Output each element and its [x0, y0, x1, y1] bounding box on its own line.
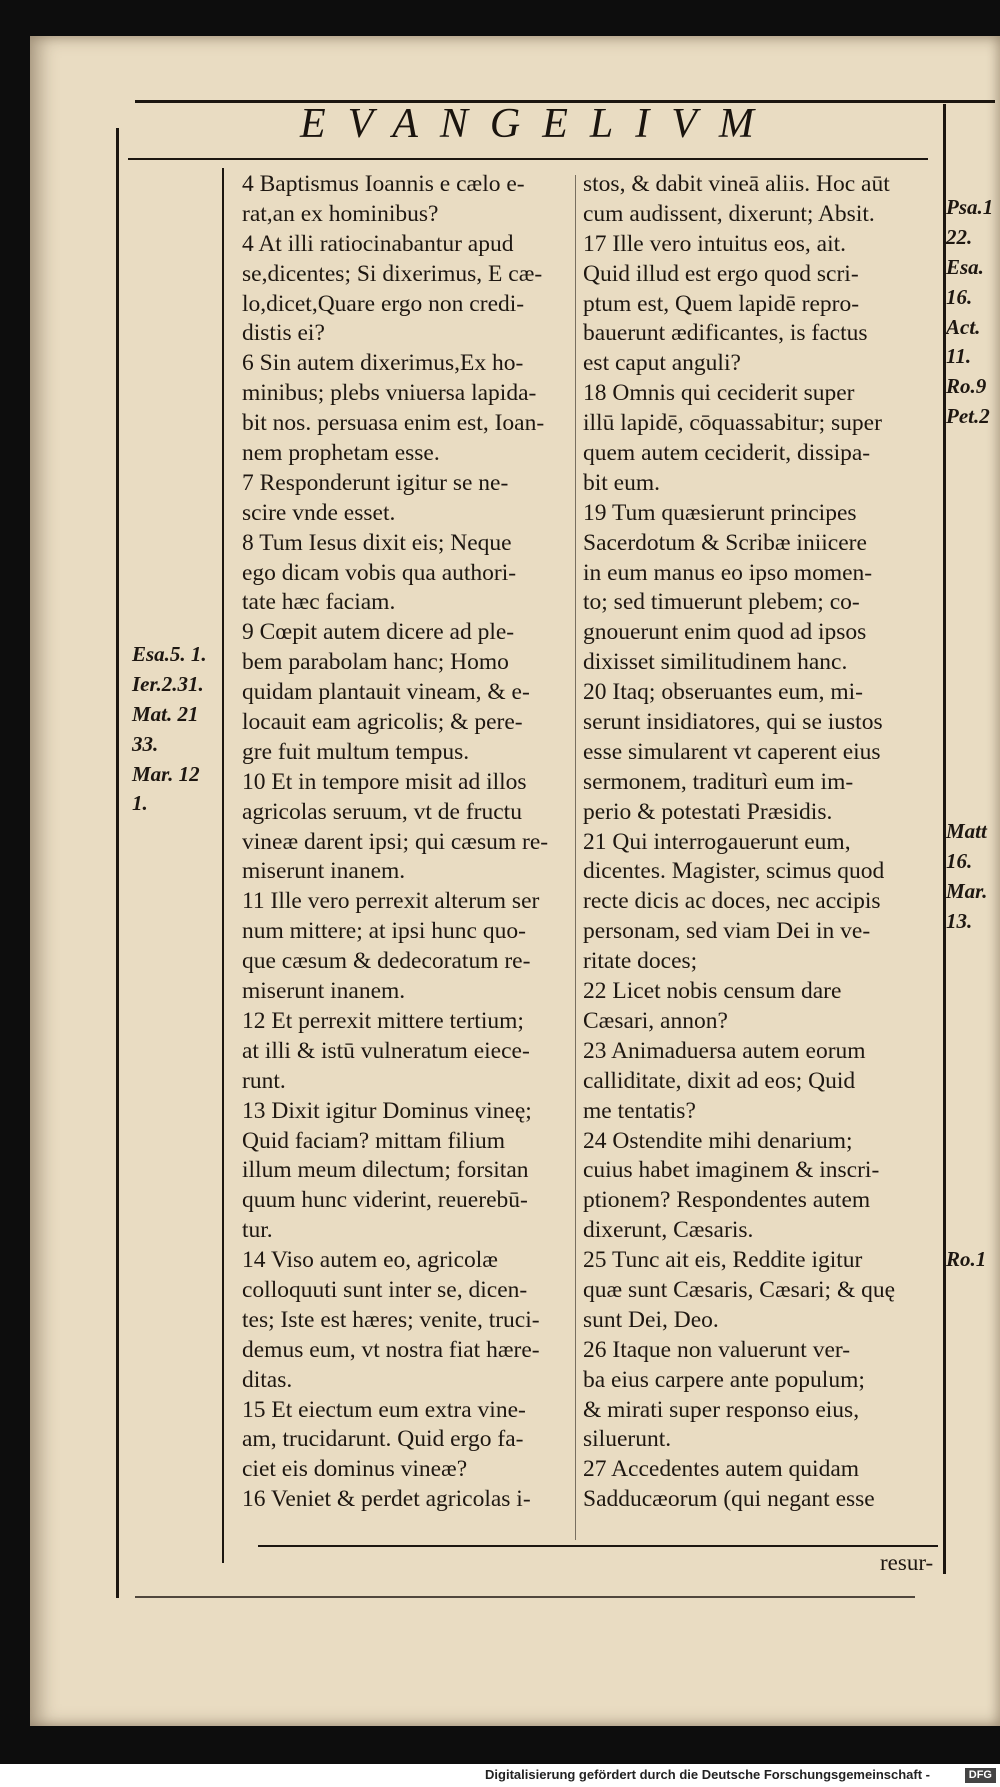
- left-border-rule: [116, 128, 119, 1598]
- text-line: ciet eis dominus vineæ?: [242, 1456, 468, 1483]
- text-line: bit eum.: [583, 469, 661, 496]
- text-line: cuius habet imaginem & inscri-: [583, 1157, 880, 1184]
- right-margin-references-3: [946, 1245, 1000, 1275]
- text-line: dixerunt, Cæsaris.: [583, 1217, 754, 1244]
- margin-reference: Mat. 21: [132, 701, 199, 726]
- text-line: dicentes. Magister, scimus quod: [583, 858, 885, 885]
- text-line: 23 Animaduersa autem eorum: [583, 1037, 866, 1064]
- text-line: 12 Et perrexit mittere tertium;: [242, 1007, 524, 1034]
- margin-reference: 1.: [132, 791, 148, 816]
- left-text-column: [242, 170, 577, 1515]
- text-line: num mittere; at ipsi hunc quo-: [242, 918, 526, 945]
- margin-reference: Mar. 12: [132, 761, 200, 786]
- text-line: tur.: [242, 1217, 273, 1244]
- dfg-logo: DFG: [965, 1768, 996, 1783]
- text-line: dixisset similitudinem hanc.: [583, 649, 848, 676]
- margin-reference: 33.: [132, 731, 159, 756]
- text-line: colloquuti sunt inter se, dicen-: [242, 1276, 528, 1303]
- text-line: 27 Accedentes autem quidam: [583, 1456, 860, 1483]
- margin-reference: Pet.2: [946, 404, 990, 429]
- running-header: EVANGELIVM: [300, 101, 776, 147]
- text-line: 6 Sin autem dixerimus,Ex ho-: [242, 350, 524, 377]
- text-line: 13 Dixit igitur Dominus vineę;: [242, 1097, 532, 1124]
- text-line: ba eius carpere ante populum;: [583, 1366, 865, 1393]
- text-line: bit nos. persuasa enim est, Ioan-: [242, 410, 545, 437]
- margin-reference: Ier.2.31.: [132, 671, 204, 696]
- text-line: serunt insidiatores, qui se iustos: [583, 709, 883, 736]
- text-line: distis ei?: [242, 320, 325, 347]
- text-line: scire vnde esset.: [242, 499, 396, 526]
- margin-reference: 11.: [946, 344, 972, 369]
- text-line: quem autem ceciderit, dissipa-: [583, 440, 871, 467]
- footer-credit: Digitalisierung gefördert durch die Deutsche Forschungsgemeinschaft -: [485, 1767, 930, 1782]
- footer-rule: [258, 1545, 938, 1547]
- text-line: quum hunc viderint, reuerebū-: [242, 1187, 528, 1214]
- text-line: 9 Cœpit autem dicere ad ple-: [242, 619, 515, 646]
- text-line: personam, sed viam Dei in ve-: [583, 918, 871, 945]
- text-line: to; sed timuerunt plebem; co-: [583, 589, 860, 616]
- text-line: in eum manus eo ipso momen-: [583, 559, 873, 586]
- text-line: vineæ darent ipsi; qui cæsum re-: [242, 828, 549, 855]
- text-line: est caput anguli?: [583, 350, 741, 377]
- text-line: esse simularent vt caperent eius: [583, 738, 881, 765]
- text-line: 8 Tum Iesus dixit eis; Neque: [242, 529, 512, 556]
- catchword: resur-: [880, 1550, 934, 1575]
- text-line: 22 Licet nobis censum dare: [583, 978, 842, 1005]
- text-line: Sadducæorum (qui negant esse: [583, 1486, 875, 1513]
- text-line: rat,an ex hominibus?: [242, 200, 439, 227]
- text-line: runt.: [242, 1067, 286, 1094]
- text-line: cum audissent, dixerunt; Absit.: [583, 200, 875, 227]
- text-line: 4 Baptismus Ioannis e cælo e-: [242, 171, 525, 197]
- text-line: ptionem? Respondentes autem: [583, 1187, 871, 1214]
- text-line: sunt Dei, Deo.: [583, 1306, 719, 1333]
- margin-reference: Act.: [946, 314, 981, 339]
- text-line: 18 Omnis qui ceciderit super: [583, 380, 855, 407]
- header-bottom-rule: [128, 158, 928, 160]
- text-line: 19 Tum quæsierunt principes: [583, 499, 857, 526]
- right-text-column: [583, 170, 935, 1515]
- text-line: ptum est, Quem lapidē repro-: [583, 290, 860, 317]
- text-line: stos, & dabit vineā aliis. Hoc aūt: [583, 171, 890, 197]
- text-line: minibus; plebs vniuersa lapida-: [242, 380, 537, 407]
- text-line: 4 At illi ratiocinabantur apud: [242, 230, 514, 257]
- text-line: demus eum, vt nostra fiat hære-: [242, 1336, 540, 1363]
- text-line: 17 Ille vero intuitus eos, ait.: [583, 230, 847, 257]
- text-line: illum meum dilectum; forsitan: [242, 1157, 529, 1184]
- margin-reference: Mar.: [946, 878, 988, 903]
- text-line: at illi & istū vulneratum eiece-: [242, 1037, 530, 1064]
- margin-reference: Esa.5. 1.: [132, 642, 207, 666]
- text-line: gre fuit multum tempus.: [242, 738, 470, 765]
- margin-reference: 13.: [946, 908, 973, 933]
- text-line: 20 Itaq; obseruantes eum, mi-: [583, 679, 863, 706]
- text-line: quæ sunt Cæsaris, Cæsari; & quę: [583, 1276, 896, 1303]
- text-line: tes; Iste est hæres; venite, truci-: [242, 1306, 540, 1333]
- text-line: quidam plantauit vineam, & e-: [242, 679, 530, 706]
- text-line: illū lapidē, cōquassabitur; super: [583, 410, 882, 437]
- text-line: recte dicis ac doces, nec accipis: [583, 888, 881, 915]
- text-line: que cæsum & dedecoratum re-: [242, 948, 531, 975]
- text-line: ritate doces;: [583, 948, 698, 975]
- text-line: me tentatis?: [583, 1097, 696, 1124]
- text-line: 24 Ostendite mihi denarium;: [583, 1127, 853, 1154]
- text-line: Quid faciam? mittam filium: [242, 1127, 505, 1154]
- right-margin-references: [946, 193, 1000, 432]
- text-line: perio & potestati Præsidis.: [583, 798, 833, 825]
- text-line: 14 Viso autem eo, agricolæ: [242, 1247, 498, 1274]
- text-line: miserunt inanem.: [242, 858, 406, 885]
- text-line: miserunt inanem.: [242, 978, 406, 1005]
- text-line: gnouerunt enim quod ad ipsos: [583, 619, 867, 646]
- text-line: 15 Et eiectum eum extra vine-: [242, 1396, 526, 1423]
- text-line: Quid illud est ergo quod scri-: [583, 260, 859, 287]
- text-line: & mirati super responso eius,: [583, 1396, 860, 1423]
- text-line: lo,dicet,Quare ergo non credi-: [242, 290, 525, 317]
- text-line: 16 Veniet & perdet agricolas i-: [242, 1486, 531, 1513]
- margin-reference: Ro.9: [946, 374, 987, 399]
- text-line: agricolas seruum, vt de fructu: [242, 798, 522, 825]
- text-line: ego dicam vobis qua authori-: [242, 559, 517, 586]
- text-line: 25 Tunc ait eis, Reddite igitur: [583, 1247, 863, 1274]
- text-line: siluerunt.: [583, 1426, 672, 1453]
- text-line: 7 Responderunt igitur se ne-: [242, 469, 509, 496]
- text-line: 11 Ille vero perrexit alterum ser: [242, 888, 540, 915]
- right-margin-references-2: [946, 817, 1000, 937]
- margin-reference: 16.: [946, 284, 973, 309]
- margin-reference: Psa.1: [946, 195, 994, 219]
- text-line: bem parabolam hanc; Homo: [242, 649, 509, 676]
- text-line: am, trucidarunt. Quid ergo fa-: [242, 1426, 524, 1453]
- margin-reference: 16.: [946, 848, 973, 873]
- text-line: Sacerdotum & Scribæ iniicere: [583, 529, 867, 556]
- text-line: Cæsari, annon?: [583, 1007, 728, 1034]
- inner-left-rule: [222, 168, 224, 1563]
- margin-reference: 22.: [946, 224, 973, 249]
- text-line: locauit eam agricolis; & pere-: [242, 709, 523, 736]
- text-line: 21 Qui interrogauerunt eum,: [583, 828, 851, 855]
- margin-reference: Matt: [946, 819, 987, 843]
- text-line: tate hæc faciam.: [242, 589, 396, 616]
- text-line: sermonem, traditurì eum im-: [583, 768, 854, 795]
- text-line: 26 Itaque non valuerunt ver-: [583, 1336, 851, 1363]
- bottom-rule: [135, 1596, 915, 1598]
- text-line: calliditate, dixit ad eos; Quid: [583, 1067, 856, 1094]
- text-line: ditas.: [242, 1366, 293, 1393]
- text-line: bauerunt ædificantes, is factus: [583, 320, 868, 347]
- left-margin-references: [132, 640, 232, 819]
- text-line: 10 Et in tempore misit ad illos: [242, 768, 527, 795]
- margin-reference: Ro.1: [946, 1247, 987, 1271]
- text-line: nem prophetam esse.: [242, 440, 440, 467]
- margin-reference: Esa.: [946, 254, 984, 279]
- text-line: se,dicentes; Si dixerimus, E cæ-: [242, 260, 543, 287]
